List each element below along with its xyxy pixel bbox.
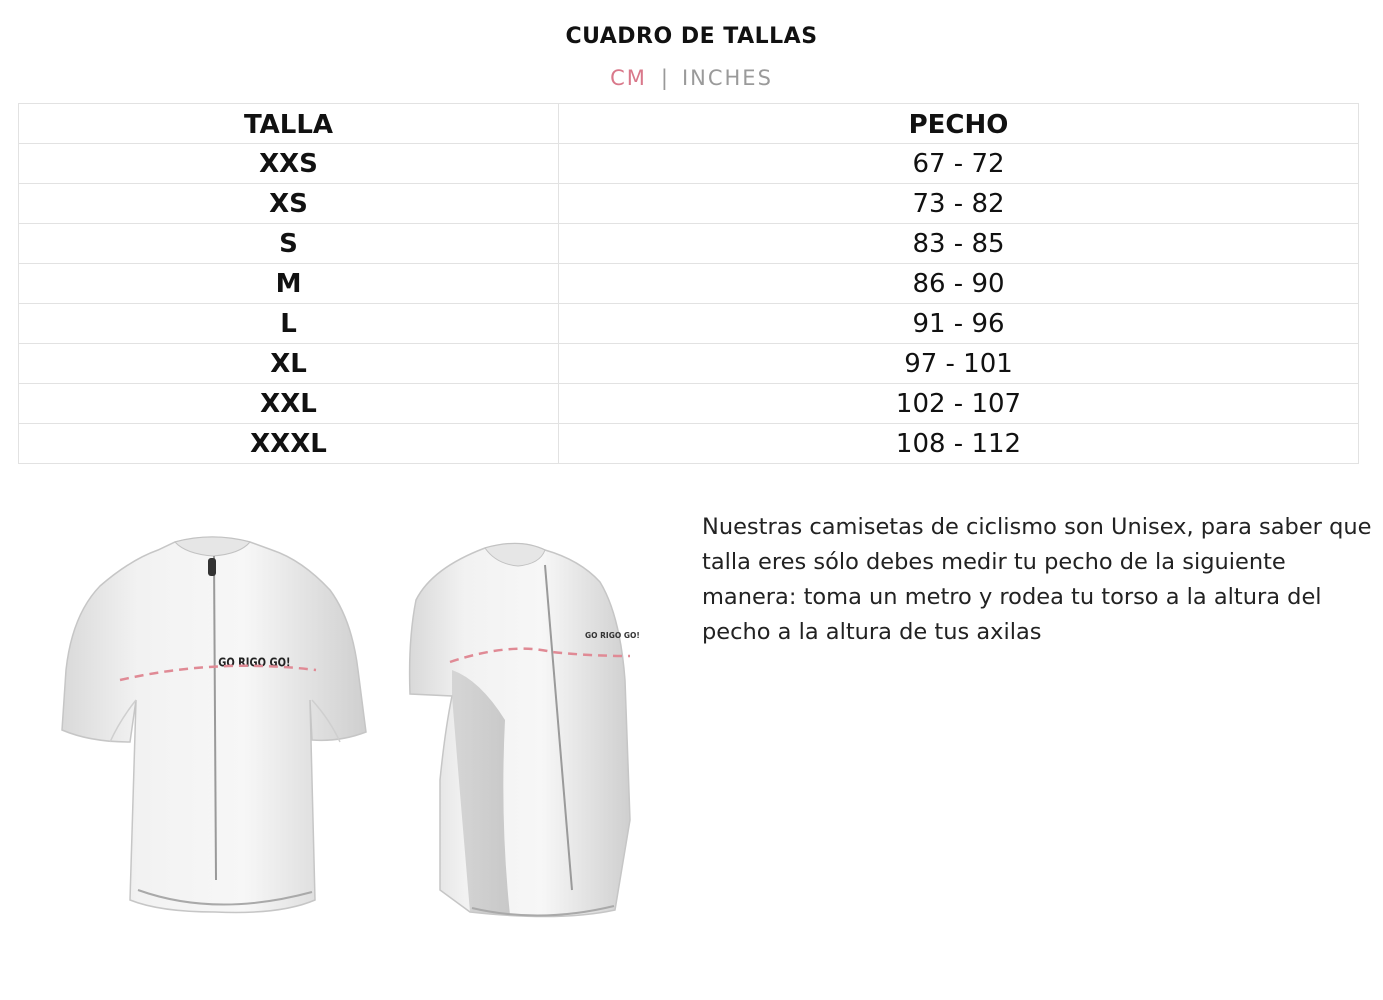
unit-toggle: [0, 66, 1383, 90]
table-row: [19, 384, 1359, 424]
table-row: [19, 344, 1359, 384]
size-cell: XS: [19, 184, 559, 224]
size-cell: XXL: [19, 384, 559, 424]
womens-jersey: [410, 543, 640, 916]
chest-cell: 67 - 72: [559, 144, 1359, 184]
chest-cell: 108 - 112: [559, 424, 1359, 464]
size-cell: M: [19, 264, 559, 304]
size-cell: S: [19, 224, 559, 264]
chest-cell: 73 - 82: [559, 184, 1359, 224]
unit-inches-button[interactable]: INCHES: [681, 66, 773, 90]
column-header-size: TALLA: [19, 104, 559, 144]
page-title: CUADRO DE TALLAS: [565, 24, 818, 49]
chest-cell: 83 - 85: [559, 224, 1359, 264]
size-cell: XXS: [19, 144, 559, 184]
table-row: [19, 144, 1359, 184]
table-row: [19, 184, 1359, 224]
size-cell: XL: [19, 344, 559, 384]
table-row: [19, 424, 1359, 464]
chest-cell: 86 - 90: [559, 264, 1359, 304]
chest-cell: 91 - 96: [559, 304, 1359, 344]
table-row: [19, 224, 1359, 264]
jersey-illustration: [40, 520, 660, 940]
chest-cell: 97 - 101: [559, 344, 1359, 384]
column-header-chest: PECHO: [559, 104, 1359, 144]
table-header-row: [19, 104, 1359, 144]
unit-cm-button[interactable]: CM: [610, 66, 647, 90]
size-chart-table: [18, 103, 1359, 464]
measurement-instructions: Nuestras camisetas de ciclismo son Unisex, para saber que talla eres sólo debes medir tu pecho de la siguiente manera: toma un metro y rodea tu torso a la altura del pecho a la altura de tus axilas: [702, 514, 1372, 645]
table-row: [19, 304, 1359, 344]
size-cell: L: [19, 304, 559, 344]
unit-separator: |: [660, 66, 668, 90]
jersey-brand-text: GO RIGO GO!: [218, 655, 291, 670]
chest-cell: 102 - 107: [559, 384, 1359, 424]
jersey-brand-text-small: GO RIGO GO!: [585, 631, 640, 640]
mens-jersey: [62, 537, 366, 913]
size-cell: XXXL: [19, 424, 559, 464]
table-row: [19, 264, 1359, 304]
